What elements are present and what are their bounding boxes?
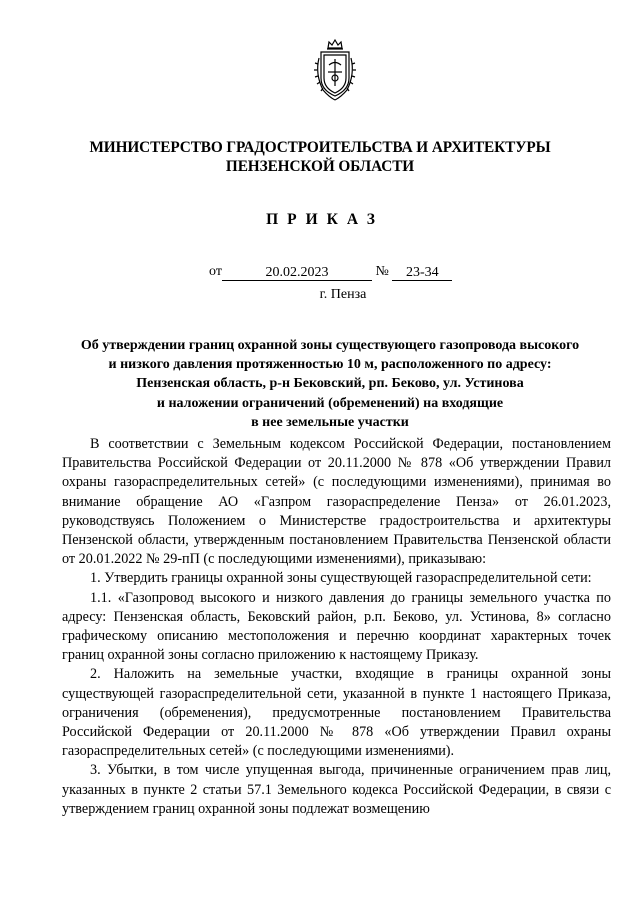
city: г. Пенза <box>319 287 367 302</box>
subject-line-5: в нее земельные участки <box>251 414 409 430</box>
preamble-paragraph: В соответствии с Земельным кодексом Российской Федерации, постановлением Правительства Российской Федерации от 20.11.2000 № 878 «Об утверждении Правил охраны газораспределительных сетей» (с последующими изменениями), принимая во внимание обращение АО «Газпром газораспределение Пенза» от 26.01.2023, руководствуясь Положением о Министерстве градостроительства и архитектуры Пензенской области, утвержденным постановлением Правительства Пензенской области от 20.01.2022 № 29-пП (с последующими изменениями), приказываю: <box>62 436 611 568</box>
number-prefix: № <box>375 264 389 279</box>
subject-line-1: Об утверждении границ охранной зоны существующего газопровода высокого <box>80 338 580 353</box>
ministry-line-1: МИНИСТЕРСТВО ГРАДОСТРОИТЕЛЬСТВА И АРХИТЕКТУРЫ <box>89 139 551 156</box>
document-number: 23-34 <box>392 264 452 281</box>
ministry-name <box>0 138 640 176</box>
coat-of-arms-icon <box>313 38 357 102</box>
date-prefix: от <box>209 264 222 279</box>
document-date: 20.02.2023 <box>222 264 372 281</box>
item-2-paragraph: 2. Наложить на земельные участки, входящие в границы охранной зоны существующей газораспределительной сети, указанной в пункте 1 настоящего Приказа, ограничения (обременения), предусмотренные постановлением Правительства Российской Федерации от 20.11.2000 № 878 «Об утверждении Правил охраны газораспределительных сетей» (с последующими изменениями). <box>62 666 611 760</box>
document-type-title: ПРИКАЗ <box>266 211 384 228</box>
ministry-line-2: ПЕНЗЕНСКОЙ ОБЛАСТИ <box>225 158 415 175</box>
date-number-line <box>209 263 452 281</box>
item-1-paragraph: 1. Утвердить границы охранной зоны существующей газораспределительной сети: <box>90 570 592 587</box>
document-subject <box>50 336 610 432</box>
document-body <box>62 435 611 819</box>
subject-line-3: Пензенская область, р-н Бековский, рп. Беково, ул. Устинова <box>136 376 524 392</box>
subject-line-2: и низкого давления протяженностью 10 м, расположенного по адресу: <box>108 357 552 373</box>
item-1-1-paragraph: 1.1. «Газопровод высокого и низкого давления до границы земельного участка по адресу: Пензенская область, Бековский район, р.п. Беково, ул. Устинова, 8» согласно графическому описанию местоположения и перечню координат характерных точек границ охранной зоны согласно приложению к настоящему Приказу. <box>62 589 611 664</box>
subject-line-4: и наложении ограничений (обременений) на входящие <box>156 395 504 411</box>
item-3-paragraph: 3. Убытки, в том числе упущенная выгода, причиненные ограничением прав лиц, указанных в пункте 2 статьи 57.1 Земельного кодекса Российской Федерации, в связи с утверждением границ охранной зоны подлежат возмещению <box>62 762 611 817</box>
